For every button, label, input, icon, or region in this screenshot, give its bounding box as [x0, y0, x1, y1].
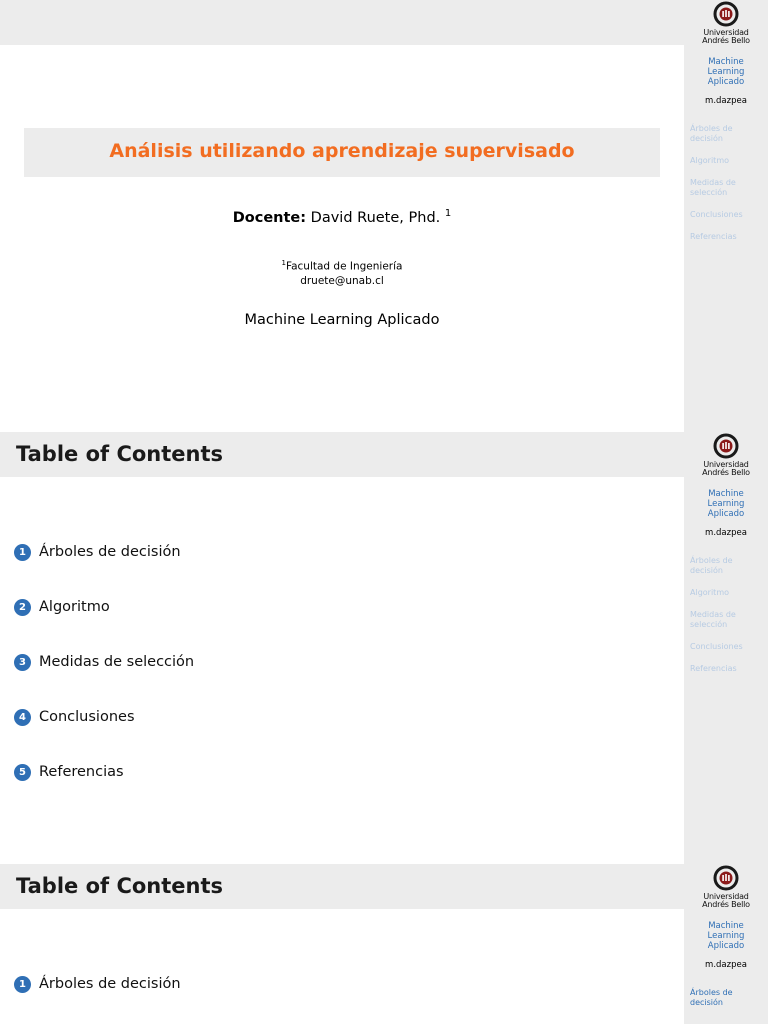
sidebar-nav-medidas[interactable]: Medidas de selección: [690, 178, 736, 197]
toc-item-1[interactable]: [14, 974, 181, 994]
toc-number-2: 2: [14, 599, 31, 616]
instructor-name: David Ruete, Phd.: [310, 209, 441, 226]
frame-title-bar: [0, 432, 684, 477]
instructor-email: druete@unab.cl: [300, 274, 384, 287]
sidebar-author: m.dazpea: [705, 96, 747, 106]
toc-number-3: 3: [14, 654, 31, 671]
university-logo-icon: [706, 0, 746, 30]
course-name: Machine Learning Aplicado: [244, 312, 440, 328]
toc-label-1: Árboles de decisión: [39, 544, 181, 560]
sidebar-author: m.dazpea: [705, 960, 747, 970]
slide-title: [0, 0, 768, 432]
sidebar-nav-arboles[interactable]: Árboles de decisión: [690, 988, 733, 1007]
toc-label-1: Árboles de decisión: [39, 976, 181, 992]
toc-item-2[interactable]: [14, 597, 110, 617]
toc-item-3[interactable]: [14, 652, 194, 672]
sidebar-nav: [684, 988, 768, 1008]
title-box: [24, 128, 660, 177]
university-logo-icon: [706, 864, 746, 894]
institution-block: [0, 256, 684, 288]
presentation-title: Análisis utilizando aprendizaje supervisado: [109, 140, 575, 162]
sidebar-author: m.dazpea: [705, 528, 747, 538]
toc-item-5[interactable]: [14, 762, 124, 782]
toc-number-4: 4: [14, 709, 31, 726]
sidebar-nav-algoritmo[interactable]: Algoritmo: [690, 156, 730, 165]
toc-item-4[interactable]: [14, 707, 135, 727]
sidebar-nav-conclusiones[interactable]: Conclusiones: [690, 210, 743, 219]
university-name: Universidad Andrés Bello: [702, 28, 750, 45]
sidebar-course-title[interactable]: Machine Learning Aplicado: [707, 489, 745, 519]
toc-number-1: 1: [14, 544, 31, 561]
sidebar: [684, 432, 768, 864]
toc-label-2: Algoritmo: [39, 599, 110, 615]
faculty-footnote-mark: 1: [281, 259, 286, 267]
toc-number-5: 5: [14, 764, 31, 781]
sidebar-nav-arboles[interactable]: Árboles de decisión: [690, 124, 733, 143]
university-name: Universidad Andrés Bello: [702, 892, 750, 909]
toc-label-4: Conclusiones: [39, 709, 135, 725]
slide-toc: [0, 432, 768, 864]
university-logo-icon: [706, 432, 746, 462]
frame-title: Table of Contents: [16, 442, 224, 466]
sidebar-course-title[interactable]: Machine Learning Aplicado: [707, 57, 745, 87]
toc-item-1[interactable]: [14, 542, 181, 562]
sidebar-nav-algoritmo[interactable]: Algoritmo: [690, 588, 730, 597]
toc-number-1: 1: [14, 976, 31, 993]
sidebar-nav-referencias[interactable]: Referencias: [690, 232, 737, 241]
sidebar-nav-arboles[interactable]: Árboles de decisión: [690, 556, 733, 575]
footnote-mark: 1: [444, 208, 452, 219]
faculty-name: Facultad de Ingeniería: [286, 260, 403, 273]
sidebar-nav: [684, 124, 768, 242]
instructor-line: [0, 208, 684, 226]
sidebar-nav-medidas[interactable]: Medidas de selección: [690, 610, 736, 629]
instructor-label: Docente:: [232, 209, 307, 226]
sidebar-nav-referencias[interactable]: Referencias: [690, 664, 737, 673]
frame-title: Table of Contents: [16, 874, 224, 898]
frame-title-bar: [0, 864, 684, 909]
sidebar: [684, 0, 768, 432]
university-name: Universidad Andrés Bello: [702, 460, 750, 477]
sidebar-nav: [684, 556, 768, 674]
sidebar: [684, 864, 768, 1024]
sidebar-nav-conclusiones[interactable]: Conclusiones: [690, 642, 743, 651]
sidebar-course-title[interactable]: Machine Learning Aplicado: [707, 921, 745, 951]
toc-label-5: Referencias: [39, 764, 124, 780]
toc-label-3: Medidas de selección: [39, 654, 195, 670]
header-band: [0, 0, 684, 45]
slide-toc-section: [0, 864, 768, 1024]
